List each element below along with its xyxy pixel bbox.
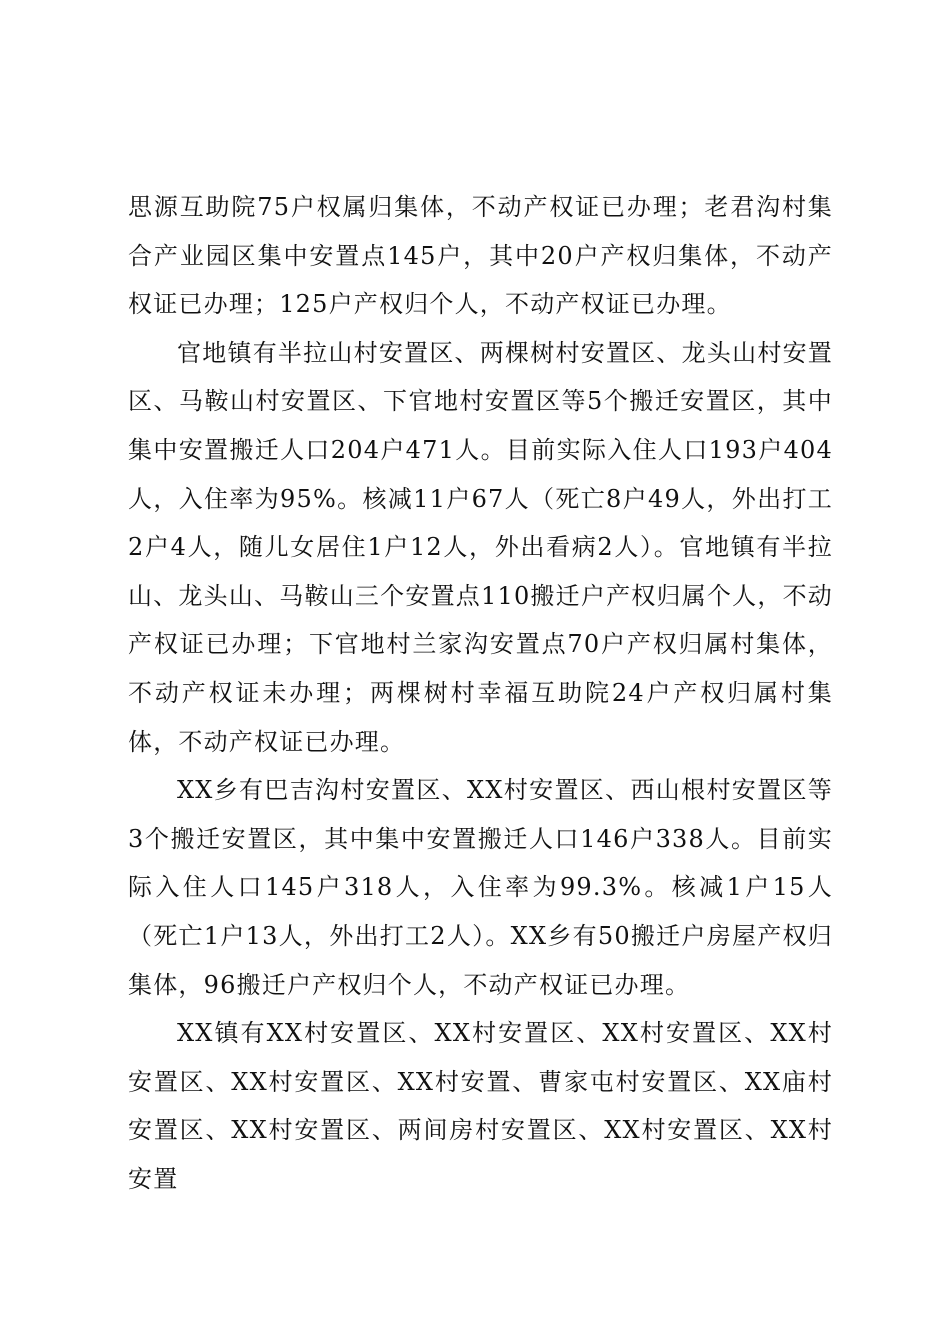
paragraph-4: XX镇有XX村安置区、XX村安置区、XX村安置区、XX村安置区、XX村安置区、XX村安置、曹家屯村安置区、XX庙村安置区、XX村安置区、两间房村安置区、XX村安置区、XX村安置 [128,1019,833,1193]
document-body [128,183,833,1203]
paragraph-2: 官地镇有半拉山村安置区、两棵树村安置区、龙头山村安置区、马鞍山村安置区、下官地村安置区等5个搬迁安置区，其中集中安置搬迁人口204户471人。目前实际入住人口193户404人，入住率为95%。核减11户67人（死亡8户49人，外出打工2户4人，随儿女居住1户12人，外出看病2人）。官地镇有半拉山、龙头山、马鞍山三个安置点110搬迁户产权归属个人，不动产权证已办理；下官地村兰家沟安置点70户产权归属村集体，不动产权证未办理；两棵树村幸福互助院24户产权归属村集体，不动产权证已办理。 [128,338,833,756]
paragraph-3: XX乡有巴吉沟村安置区、XX村安置区、西山根村安置区等3个搬迁安置区，其中集中安置搬迁人口146户338人。目前实际入住人口145户318人，入住率为99.3%。核减1户15人（死亡1户13人，外出打工2人）。XX乡有50搬迁户房屋产权归集体，96搬迁户产权归个人，不动产权证已办理。 [128,776,833,999]
paragraph-1: 思源互助院75户权属归集体，不动产权证已办理；老君沟村集合产业园区集中安置点145户，其中20户产权归集体，不动产权证已办理；125户产权归个人，不动产权证已办理。 [128,193,833,319]
